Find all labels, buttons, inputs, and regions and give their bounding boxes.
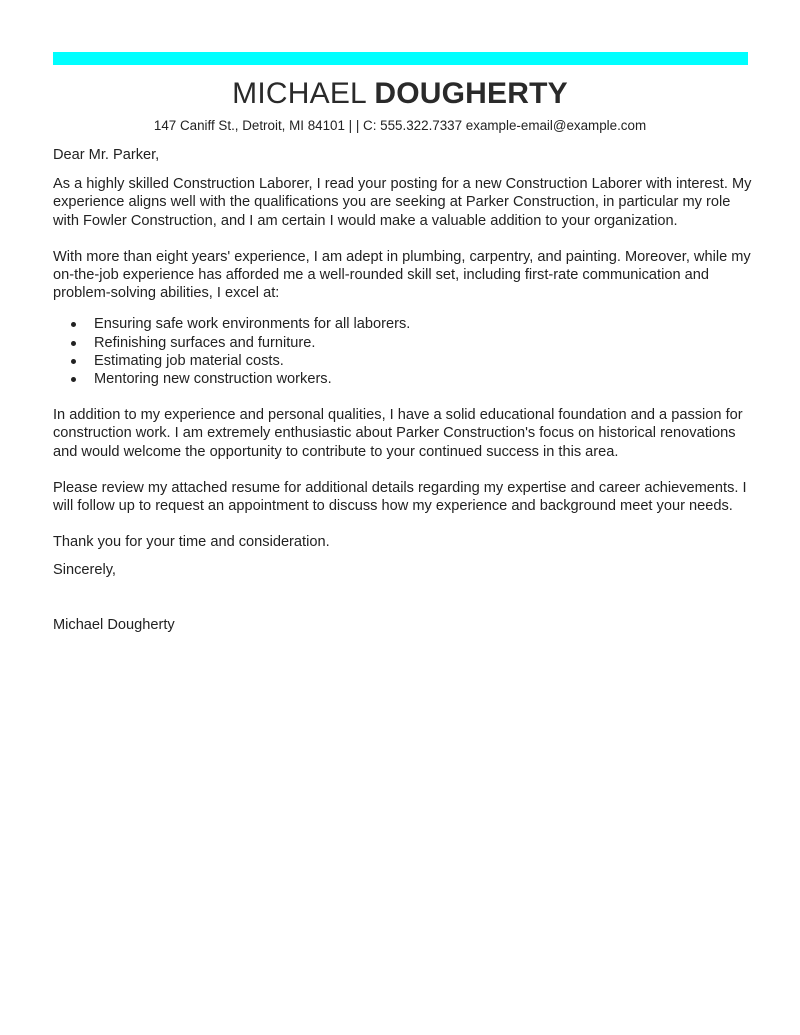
bullet-icon — [71, 322, 76, 327]
paragraph-experience: With more than eight years' experience, I am adept in plumbing, carpentry, and painting. Moreover, while my on-the-job experience has afforded me a well-rounded skill set, including first-rate communication and problem-solving abilities, I excel at: — [53, 248, 751, 302]
paragraph-followup: Please review my attached resume for additional details regarding my expertise and career achievements. I will follow up to request an appointment to discuss how my experience and background meet your needs. — [53, 479, 747, 515]
paragraph-education: In addition to my experience and personal qualities, I have a solid educational foundation and a passion for construction work. I am extremely enthusiastic about Parker Construction's focus on historical renovations and would welcome the opportunity to contribute to your continued success in this area. — [53, 407, 743, 460]
bullet-icon — [71, 359, 76, 364]
bullet-icon — [71, 341, 76, 346]
first-name: MICHAEL — [232, 77, 366, 110]
paragraph-intro: As a highly skilled Construction Laborer, I read your posting for a new Construction Laborer with interest. My experience aligns well with the qualifications you are seeking at Parker Construction, in particular my role with Fowler Construction, and I am certain I would make a valuable addition to your organization. — [53, 176, 752, 229]
last-name: DOUGHERTY — [374, 77, 568, 110]
accent-bar — [53, 52, 748, 65]
letter-body — [53, 146, 753, 634]
salutation: Dear Mr. Parker, — [53, 147, 160, 163]
applicant-name — [0, 74, 800, 114]
closing: Sincerely, — [53, 562, 116, 579]
contact-info: 147 Caniff St., Detroit, MI 84101 | | C: 555.322.7337 example-email@example.com — [153, 118, 647, 133]
bullet-icon — [71, 377, 76, 382]
list-item: Estimating job material costs. — [94, 352, 753, 370]
list-item: Refinishing surfaces and furniture. — [94, 334, 753, 352]
list-item: Ensuring safe work environments for all laborers. — [94, 315, 753, 333]
skills-list — [53, 315, 753, 388]
signature: Michael Dougherty — [53, 616, 175, 633]
list-item: Mentoring new construction workers. — [94, 370, 753, 388]
thanks-line: Thank you for your time and consideration. — [53, 534, 330, 551]
